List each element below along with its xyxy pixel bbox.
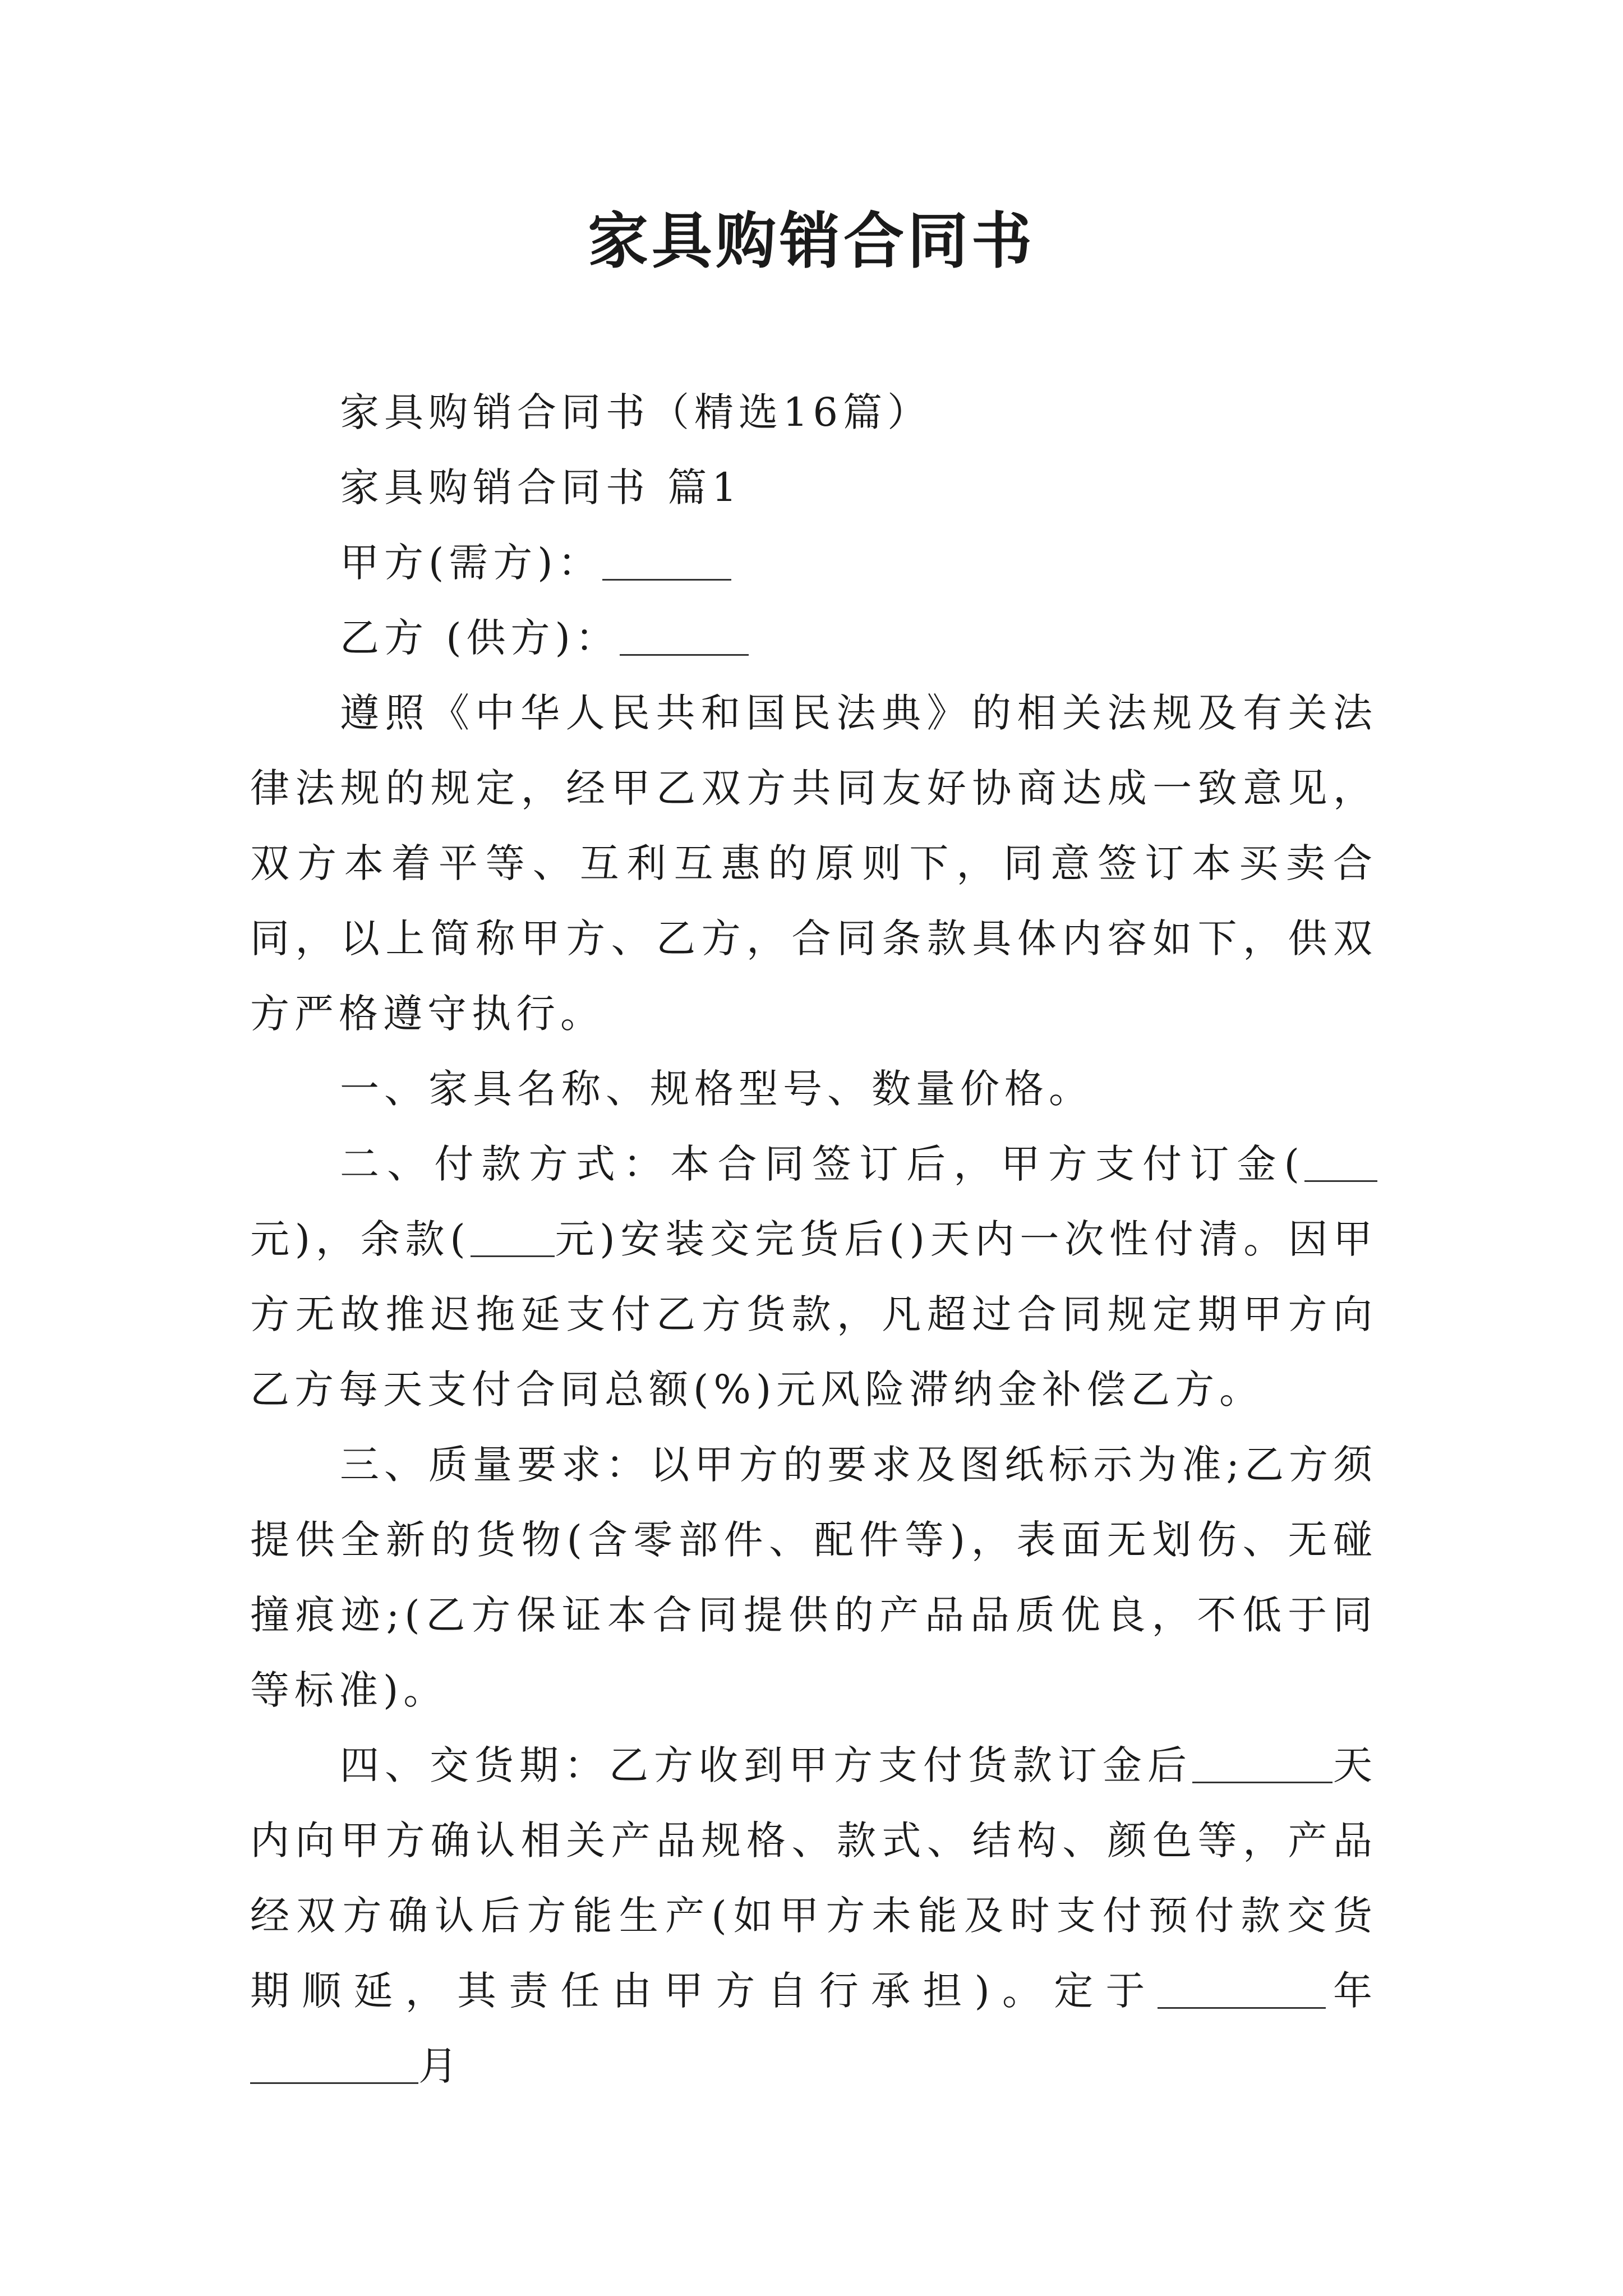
deposit-amount-blank xyxy=(1304,1141,1377,1182)
document-subtitle xyxy=(250,375,1377,450)
month-blank xyxy=(250,2043,418,2084)
party-a-line xyxy=(250,525,1377,600)
party-b-line xyxy=(250,600,1377,675)
clause-4-part-1: 四、交货期：乙方收到甲方支付货款订金后 xyxy=(340,1742,1192,1788)
intro-paragraph: 遵照《中华人民共和国民法典》的相关法规及有关法律法规的规定，经甲乙双方共同友好协商达成一致意见，双方本着平等、互利互惠的原则下，同意签订本买卖合同，以上简称甲方、乙方，合同条款具体内容如下，供双方严格遵守执行。 xyxy=(250,690,1377,1037)
section-heading-text: 家具购销合同书 篇1 xyxy=(340,464,742,510)
balance-amount-blank xyxy=(471,1216,555,1257)
party-a-blank xyxy=(602,540,731,581)
document-title: 家具购销合同书 xyxy=(587,206,1035,277)
clause-2-part-4: %)元风险滞纳金补偿乙方。 xyxy=(713,1366,1264,1412)
document-body xyxy=(250,375,1377,2104)
clause-4-part-3: 年 xyxy=(1325,1968,1377,2014)
confirm-days-blank xyxy=(1192,1742,1332,1783)
party-b-blank xyxy=(620,615,749,656)
party-b-label: 乙方 (供方)： xyxy=(340,615,620,661)
clause-4 xyxy=(250,1728,1377,2104)
year-blank xyxy=(1158,1968,1326,2009)
section-heading xyxy=(250,450,1377,525)
clause-4-part-4: 月 xyxy=(418,2043,463,2089)
clause-2-part-2: 元)，余款( xyxy=(250,1216,471,1262)
clause-2-part-1: 二、付款方式：本合同签订后，甲方支付订金( xyxy=(340,1141,1304,1187)
party-a-label: 甲方(需方)： xyxy=(340,540,602,586)
clause-4-part-2: 天内向甲方确认相关产品规格、款式、结构、颜色等，产品经双方确认后方能生产(如甲方未能及时支付预付款交货期顺延，其责任由甲方自行承担)。定于 xyxy=(250,1742,1377,2014)
clause-3: 三、质量要求：以甲方的要求及图纸标示为准;乙方须提供全新的货物(含零部件、配件等)，表面无划伤、无碰撞痕迹;(乙方保证本合同提供的产品品质优良，不低于同等标准)。 xyxy=(250,1442,1377,1713)
clause-2-part-3: 元)安装交完货后()天内一次性付清。因甲方无故推迟拖延支付乙方货款，凡超过合同规定期甲方向乙方每天支付合同总额( xyxy=(250,1216,1377,1412)
subtitle-text: 家具购销合同书（精选16篇） xyxy=(340,389,932,435)
clause-2 xyxy=(250,1126,1377,1427)
clause-1: 一、家具名称、规格型号、数量价格。 xyxy=(340,1066,1093,1112)
